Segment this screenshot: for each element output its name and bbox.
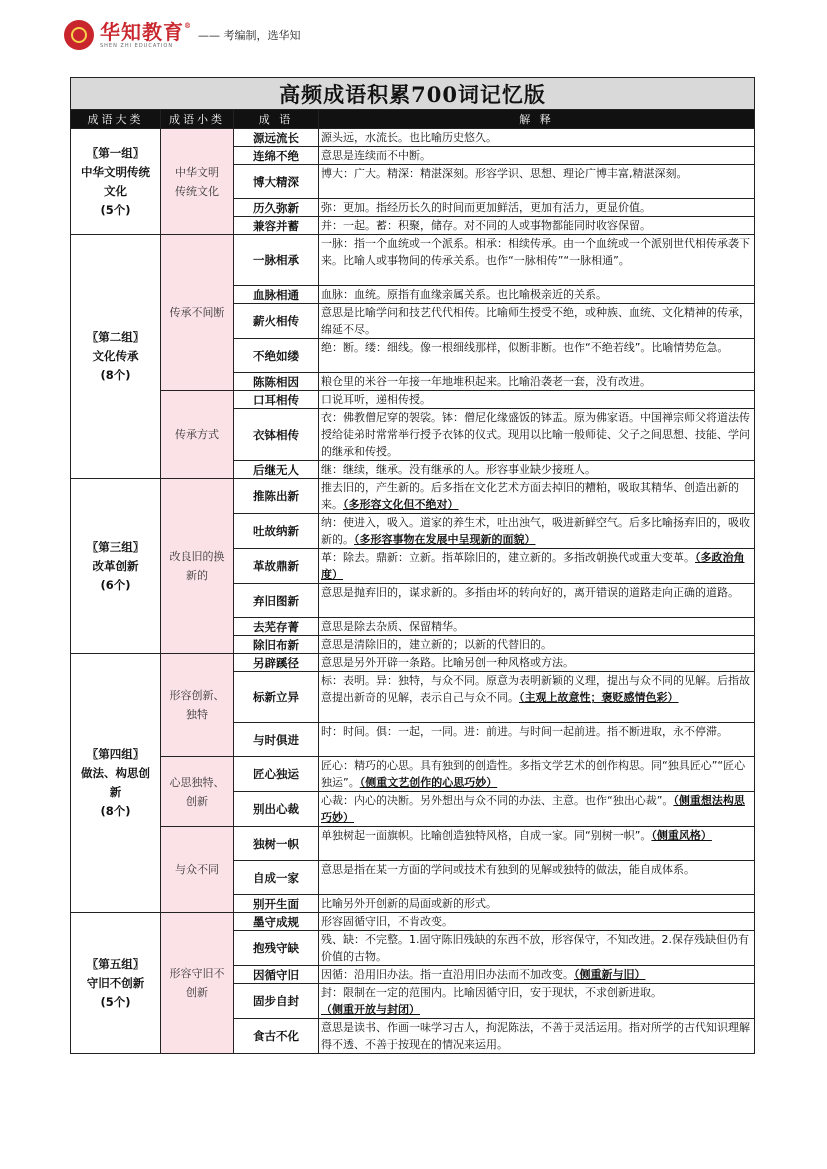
definition-text: 心裁：内心的决断。另外想出与众不同的办法、主意。也作“独出心裁”。 bbox=[321, 794, 674, 807]
column-header: 成语大类 bbox=[71, 110, 161, 129]
idiom-cell: 连绵不绝 bbox=[234, 147, 319, 165]
definition-text: 血脉：血统。原指有血缘亲属关系。也比喻极亲近的关系。 bbox=[321, 288, 607, 301]
subcategory-cell: 与众不同 bbox=[161, 827, 234, 913]
definition-note: （侧重想法构思巧妙） bbox=[321, 794, 745, 824]
definition-cell bbox=[319, 479, 755, 514]
definition-text: 形容固循守旧，不肯改变。 bbox=[321, 915, 453, 928]
category-cell: 〖第二组〗 文化传承 (8个) bbox=[71, 235, 161, 479]
table-row bbox=[71, 913, 755, 931]
definition-cell bbox=[319, 861, 755, 895]
idiom-table bbox=[70, 77, 755, 1054]
definition-text: 时：时间。俱：一起，一同。进：前进。与时间一起前进。指不断进取，永不停滞。 bbox=[321, 725, 728, 738]
column-header: 解 释 bbox=[319, 110, 755, 129]
brand-logo-icon bbox=[64, 20, 94, 50]
brand-block bbox=[100, 19, 192, 49]
idiom-cell: 不绝如缕 bbox=[234, 339, 319, 373]
definition-cell bbox=[319, 199, 755, 217]
definition-cell bbox=[319, 792, 755, 827]
table-title: 高频成语积累700词记忆版 bbox=[71, 78, 755, 110]
definition-text: 意思是指在某一方面的学问或技术有独到的见解或独特的做法，能自成体系。 bbox=[321, 863, 695, 876]
definition-cell bbox=[319, 409, 755, 461]
table-header-row bbox=[71, 110, 755, 129]
subcategory-cell: 形容守旧不 创新 bbox=[161, 913, 234, 1054]
brand-subtitle: SHEN ZHI EDUCATION bbox=[100, 42, 174, 49]
table-row bbox=[71, 129, 755, 147]
definition-text: 绝：断。缕：细线。像一根细线那样，似断非断。也作“不绝若线”。比喻情势危急。 bbox=[321, 341, 729, 354]
table-row bbox=[71, 235, 755, 286]
idiom-cell: 标新立异 bbox=[234, 672, 319, 723]
idiom-cell: 推陈出新 bbox=[234, 479, 319, 514]
definition-cell bbox=[319, 549, 755, 584]
subcategory-cell: 传承方式 bbox=[161, 391, 234, 479]
definition-text: 意思是另外开辟一条路。比喻另创一种风格或方法。 bbox=[321, 656, 574, 669]
category-cell: 〖第五组〗 守旧不创新 (5个) bbox=[71, 913, 161, 1054]
definition-text: 继：继续，继承。没有继承的人。形容事业缺少接班人。 bbox=[321, 463, 596, 476]
idiom-cell: 自成一家 bbox=[234, 861, 319, 895]
subcategory-cell: 改良旧的换 新的 bbox=[161, 479, 234, 654]
idiom-cell: 血脉相通 bbox=[234, 286, 319, 304]
definition-note: （侧重新与旧） bbox=[574, 968, 646, 981]
definition-cell bbox=[319, 895, 755, 913]
definition-text: 源头远，水流长。也比喻历史悠久。 bbox=[321, 131, 497, 144]
idiom-cell: 历久弥新 bbox=[234, 199, 319, 217]
definition-cell bbox=[319, 966, 755, 984]
idiom-cell: 去芜存菁 bbox=[234, 618, 319, 636]
definition-text: 封：限制在一定的范围内。比喻因循守旧，安于现状，不求创新进取。 bbox=[321, 986, 662, 999]
idiom-cell: 一脉相承 bbox=[234, 235, 319, 286]
registered-mark: ® bbox=[184, 20, 192, 30]
idiom-cell: 源远流长 bbox=[234, 129, 319, 147]
table-row bbox=[71, 827, 755, 861]
table-row bbox=[71, 479, 755, 514]
definition-text: 单独树起一面旗帜。比喻创造独特风格，自成一家。同“别树一帜”。 bbox=[321, 829, 652, 842]
definition-text: 革：除去。鼎新：立新。指革除旧的，建立新的。多指改朝换代或重大变革。 bbox=[321, 551, 695, 564]
idiom-cell: 匠心独运 bbox=[234, 757, 319, 792]
definition-note: （多政治角度） bbox=[321, 551, 745, 581]
definition-text: 衣：佛教僧尼穿的袈裟。钵：僧尼化缘盛饭的钵盂。原为佛家语。中国禅宗师父将道法传授给徒弟时常常举行授予衣钵的仪式。现用以比喻一般师徒、父子之间思想、技能、学问的继承和传授。 bbox=[321, 411, 750, 458]
definition-cell bbox=[319, 339, 755, 373]
definition-text: 口说耳听，递相传授。 bbox=[321, 393, 431, 406]
idiom-cell: 博大精深 bbox=[234, 165, 319, 199]
definition-cell bbox=[319, 217, 755, 235]
definition-text: 标：表明。异：独特，与众不同。原意为表明新颖的义理，提出与众不同的见解。后指故意提出新奇的见解，表示自己与众不同。 bbox=[321, 674, 750, 704]
definition-text: 意思是除去杂质、保留精华。 bbox=[321, 620, 464, 633]
definition-text: 意思是抛弃旧的，谋求新的。多指由坏的转向好的，离开错误的道路走向正确的道路。 bbox=[321, 586, 739, 599]
definition-cell bbox=[319, 286, 755, 304]
idiom-cell: 吐故纳新 bbox=[234, 514, 319, 549]
idiom-cell: 与时俱进 bbox=[234, 723, 319, 757]
category-cell: 〖第三组〗 改革创新 (6个) bbox=[71, 479, 161, 654]
definition-cell bbox=[319, 618, 755, 636]
definition-text: 残、缺：不完整。1.固守陈旧残缺的东西不放，形容保守，不知改进。2.保存残缺但仍有价值的古物。 bbox=[321, 933, 749, 963]
column-header: 成语小类 bbox=[161, 110, 234, 129]
definition-text: 意思是比喻学问和技艺代代相传。比喻师生授受不绝，或种族、血统、文化精神的传承，绵延不尽。 bbox=[321, 306, 750, 336]
definition-cell bbox=[319, 165, 755, 199]
definition-text: 意思是清除旧的，建立新的；以新的代替旧的。 bbox=[321, 638, 552, 651]
definition-cell bbox=[319, 461, 755, 479]
definition-cell bbox=[319, 147, 755, 165]
idiom-cell: 墨守成规 bbox=[234, 913, 319, 931]
definition-note: （侧重开放与封闭） bbox=[321, 1003, 420, 1016]
definition-cell bbox=[319, 514, 755, 549]
table-row bbox=[71, 757, 755, 792]
definition-cell bbox=[319, 235, 755, 286]
definition-text: 弥：更加。指经历长久的时间而更加鲜活，更加有活力，更显价值。 bbox=[321, 201, 651, 214]
definition-cell bbox=[319, 373, 755, 391]
definition-text: 推去旧的，产生新的。后多指在文化艺术方面去掉旧的糟粕，吸取其精华、创造出新的来。 bbox=[321, 481, 739, 511]
definition-text: 因循：沿用旧办法。指一直沿用旧办法而不加改变。 bbox=[321, 968, 574, 981]
idiom-cell: 固步自封 bbox=[234, 984, 319, 1019]
subcategory-cell: 形容创新、 独特 bbox=[161, 654, 234, 757]
idiom-cell: 因循守旧 bbox=[234, 966, 319, 984]
category-cell: 〖第四组〗 做法、构思创 新 (8个) bbox=[71, 654, 161, 913]
definition-cell bbox=[319, 931, 755, 966]
idiom-cell: 后继无人 bbox=[234, 461, 319, 479]
idiom-cell: 食古不化 bbox=[234, 1019, 319, 1054]
definition-text: 意思是连续而不中断。 bbox=[321, 149, 431, 162]
table-row bbox=[71, 654, 755, 672]
table-row bbox=[71, 391, 755, 409]
definition-text: 纳：使进入，吸入。道家的养生术，吐出浊气，吸进新鲜空气。后多比喻扬弃旧的，吸收新的。 bbox=[321, 516, 750, 546]
idiom-cell: 口耳相传 bbox=[234, 391, 319, 409]
definition-cell bbox=[319, 757, 755, 792]
subcategory-cell: 中华文明 传统文化 bbox=[161, 129, 234, 235]
subcategory-cell: 传承不间断 bbox=[161, 235, 234, 391]
definition-text: 匠心：精巧的心思。具有独到的创造性。多指文学艺术的创作构思。同“独具匠心”“匠心独运”。 bbox=[321, 759, 746, 789]
definition-cell bbox=[319, 391, 755, 409]
idiom-cell: 另辟蹊径 bbox=[234, 654, 319, 672]
definition-cell bbox=[319, 723, 755, 757]
idiom-cell: 别开生面 bbox=[234, 895, 319, 913]
idiom-cell: 别出心裁 bbox=[234, 792, 319, 827]
definition-cell bbox=[319, 1019, 755, 1054]
definition-note: （侧重文艺创作的心思巧妙） bbox=[359, 776, 498, 789]
category-cell: 〖第一组〗 中华文明传统 文化 (5个) bbox=[71, 129, 161, 235]
definition-text: 比喻另外开创新的局面或新的形式。 bbox=[321, 897, 497, 910]
definition-note: （多形容事物在发展中呈现新的面貌） bbox=[354, 533, 536, 546]
definition-cell bbox=[319, 984, 755, 1019]
definition-cell bbox=[319, 827, 755, 861]
idiom-cell: 衣钵相传 bbox=[234, 409, 319, 461]
definition-note: （多形容文化但不绝对） bbox=[343, 498, 459, 511]
idiom-cell: 兼容并蓄 bbox=[234, 217, 319, 235]
idiom-cell: 独树一帜 bbox=[234, 827, 319, 861]
definition-cell bbox=[319, 913, 755, 931]
column-header: 成 语 bbox=[234, 110, 319, 129]
definition-cell bbox=[319, 304, 755, 339]
idiom-cell: 薪火相传 bbox=[234, 304, 319, 339]
page-header bbox=[64, 18, 301, 52]
definition-text: 一脉：指一个血统或一个派系。相承：相续传承。由一个血统或一个派别世代相传承袭下来。比喻人或事物间的传承关系。也作“一脉相传”“一脉相通”。 bbox=[321, 237, 750, 267]
definition-note: （主观上故意性；褒贬感情色彩） bbox=[519, 691, 679, 704]
idiom-cell: 弃旧图新 bbox=[234, 584, 319, 618]
brand-name: 华知教育® bbox=[100, 19, 192, 44]
idiom-cell: 抱残守缺 bbox=[234, 931, 319, 966]
definition-cell bbox=[319, 584, 755, 618]
definition-text: 意思是读书、作画一味学习古人，拘泥陈法，不善于灵活运用。指对所学的古代知识理解得不透、不善于按现在的情况来运用。 bbox=[321, 1021, 750, 1051]
definition-note: （侧重风格） bbox=[651, 829, 712, 842]
subcategory-cell: 心思独特、 创新 bbox=[161, 757, 234, 827]
definition-text: 博大：广大。精深：精湛深刻。形容学识、思想、理论广博丰富,精湛深刻。 bbox=[321, 167, 688, 180]
definition-cell bbox=[319, 636, 755, 654]
idiom-cell: 除旧布新 bbox=[234, 636, 319, 654]
idiom-cell: 革故鼎新 bbox=[234, 549, 319, 584]
definition-cell bbox=[319, 129, 755, 147]
definition-text: 并：一起。蓄：积聚，储存。对不同的人或事物都能同时收容保留。 bbox=[321, 219, 651, 232]
definition-cell bbox=[319, 672, 755, 723]
idiom-cell: 陈陈相因 bbox=[234, 373, 319, 391]
definition-cell bbox=[319, 654, 755, 672]
definition-text: 粮仓里的米谷一年接一年地堆积起来。比喻沿袭老一套，没有改进。 bbox=[321, 375, 651, 388]
slogan: —— 考编制，选华知 bbox=[198, 29, 301, 42]
